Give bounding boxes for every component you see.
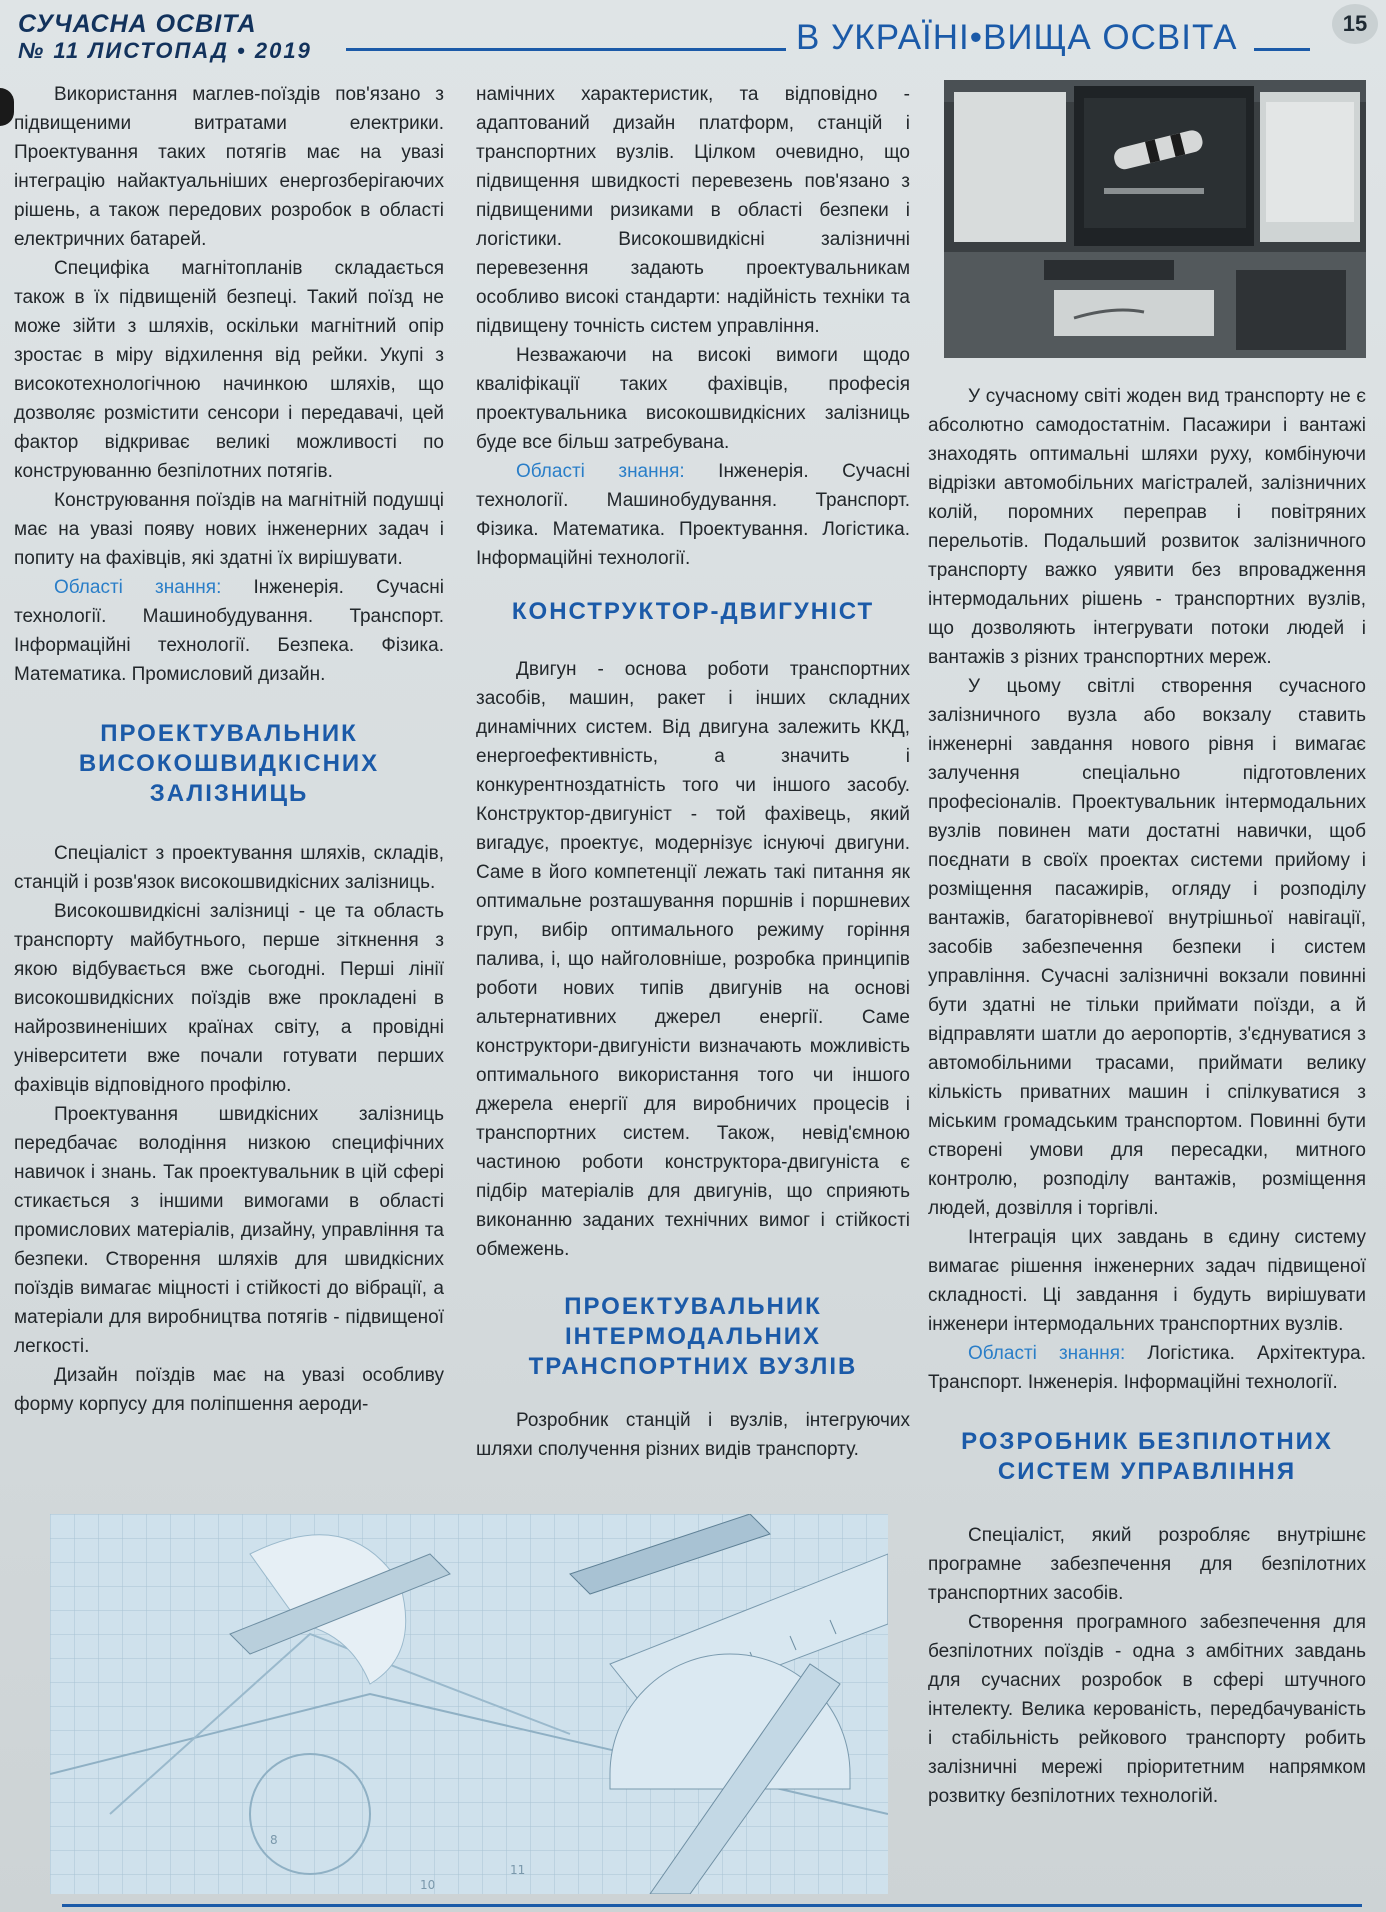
knowledge-areas-text: Логістика. Архітектура. Транспорт. Інженерія. Інформаційні технології. <box>928 1343 1366 1393</box>
section-heading: ПРОЕКТУВАЛЬНИК ІНТЕРМОДАЛЬНИХ ТРАНСПОРТНИХ ВУЗЛІВ <box>528 1293 858 1380</box>
paragraph: Специфіка магнітопланів складається також в їх підвищеній безпеці. Такий поїзд не може зійти з шляхів, оскільки магнітний опір зростає в міру відхилення від рейки. Укупі з високотехнологічною начинкою шляхів, що дозволяє розмістити сенсори і передавачі, цей фактор відкриває великі можливості по конструюванню безпілотних потягів. <box>14 258 444 482</box>
paragraph: Розробник станцій і вузлів, інтегруючих шляхи сполучення різних видів транспорту. <box>476 1410 910 1460</box>
header-rule-left <box>346 48 786 51</box>
knowledge-areas-label: Області знання: <box>968 1343 1126 1364</box>
page-edge-mark <box>0 88 14 126</box>
paragraph: намічних характеристик, та відповідно - адаптований дизайн платформ, станцій і транспортних вузлів. Цілком очевидно, що підвищення швидкості перевезень пов'язано з підвищеними ризиками в області безпеки і логістики. Високошвидкісні залізничні перевезення задають проектувальникам особливо високі стандарти: надійність техніки та підвищену точність систем управління. <box>476 84 910 337</box>
paragraph: Використання маглев-поїздів пов'язано з підвищеними витратами електрики. Проектування таких потягів має на увазі інтеграцію найактуальніших енергозберігаючих рішень, а також передових розробок в області електричних батарей. <box>14 84 444 250</box>
issue-date: № 11 ЛИСТОПАД • 2019 <box>18 38 312 63</box>
page-number: 15 <box>1332 4 1378 44</box>
workstation-photo <box>944 80 1366 358</box>
knowledge-areas <box>928 1339 1366 1397</box>
knowledge-areas-text: Інженерія. Сучасні технології. Машинобудування. Транспорт. Інформаційні технології. Безпека. Фізика. Математика. Промисловий дизайн. <box>14 577 444 685</box>
blueprint-illustration <box>50 1514 888 1894</box>
knowledge-areas-label: Області знання: <box>54 577 222 598</box>
paragraph: У цьому світлі створення сучасного залізничного вузла або вокзалу ставить інженерні завдання нового рівня і вимагає залучення спеціально підготовлених професіоналів. Проектувальник інтермодальних вузлів повинен мати достатні навички, щоб поєднати в своїх проектах системи прийому і розміщення пасажирів, огляду і розподілу вантажів, багаторівневої внутрішньої навігації, засобів забезпечення безпеки і систем управління. Сучасні залізничні вокзали повинні бути здатні не тільки приймати поїзди, а й відправляти шатли до аеропортів, з'єднуватися з автомобільними трасами, приймати велику кількість приватних машин і спілкуватися з міським громадським транспортом. Повинні бути створені умови для пересадки, митного контролю, розподілу вантажів, розміщення людей, дозвілля і торгівлі. <box>928 676 1366 1219</box>
column-3 <box>928 382 1366 1811</box>
paragraph: У сучасному світі жоден вид транспорту не є абсолютно самодостатнім. Пасажири і вантажі знаходять оптимальні шляхи руху, комбінуючи відрізки автомобільних магістралей, залізничних колій, поромних переправ і повітряних перельотів. Подальший розвиток залізничного транспорту важко уявити без впровадження інтермодальних рішень - транспортних вузлів, що дозволяють інтегрувати потоки людей і вантажів з різних транспортних мереж. <box>928 386 1366 668</box>
paragraph: Інтеграція цих завдань в єдину систему вимагає рішення інженерних задач підвищеної складності. Ці завдання і будуть вирішувати інженери інтермодальних транспортних вузлів. <box>928 1227 1366 1335</box>
paragraph: Дизайн поїздів має на увазі особливу форму корпусу для поліпшення аероди- <box>14 1365 444 1415</box>
section-heading: РОЗРОБНИК БЕЗПІЛОТНИХ СИСТЕМ УПРАВЛІННЯ <box>961 1428 1333 1485</box>
column-1 <box>14 80 444 1419</box>
section-heading: ПРОЕКТУВАЛЬНИК ВИСОКОШВИДКІСНИХ ЗАЛІЗНИЦЬ <box>78 720 380 807</box>
section-title: В УКРАЇНІ•ВИЩА ОСВІТА <box>796 18 1238 57</box>
paragraph: Незважаючи на високі вимоги щодо кваліфікації таких фахівців, професія проектувальника високошвидкісних залізниць буде все більш затребувана. <box>476 345 910 453</box>
paragraph: Двигун - основа роботи транспортних засобів, машин, ракет і інших складних динамічних систем. Від двигуна залежить ККД, енергоефективність, а значить і конкурентноздатність того чи іншого засобу. Конструктор-двигуніст - той фахівець, який вигадує, проектує, модернізує існуючі двигуни. Саме в його компетенції лежать такі питання як оптимальне розташування поршнів і поршневих груп, вибір оптимального режиму горіння палива, і, що найголовніше, розробка принципів роботи нових типів двигунів на основі альтернативних джерел енергії. Саме конструктори-двигуністи визначають можливість оптимального використання того чи іншого джерела енергії для виробничих процесів і транспортних систем. Також, невід'ємною частиною роботи конструктора-двигуніста є підбір матеріалів для двигунів, що сприяють виконанню заданих технічних вимог і стійкості обмежень. <box>476 659 910 1260</box>
paragraph: Конструювання поїздів на магнітній подушці має на увазі появу нових інженерних задач і попиту на фахівців, які здатні їх вирішувати. <box>14 490 444 569</box>
paragraph: Спеціаліст, який розробляє внутрішнє програмне забезпечення для безпілотних транспортних засобів. <box>928 1525 1366 1604</box>
knowledge-areas-text: Інженерія. Сучасні технології. Машинобудування. Транспорт. Фізика. Математика. Проектування. Логістика. Інформаційні технології. <box>476 461 910 569</box>
publication-masthead <box>18 10 312 64</box>
knowledge-areas <box>14 573 444 689</box>
column-2 <box>476 80 910 1464</box>
paragraph: Проектування швидкісних залізниць передбачає володіння низкою специфічних навичок і знань. Так проектувальник в цій сфері стикається з іншими вимогами в області промислових матеріалів, дизайну, управління та безпеки. Створення шляхів для швидкісних поїздів вимагає міцності і стійкості до вібрації, а матеріали для виробництва потягів - підвищеної легкості. <box>14 1104 444 1357</box>
publication-title: СУЧАСНА ОСВІТА <box>18 10 257 38</box>
svg-text:11: 11 <box>510 1863 526 1877</box>
paragraph: Створення програмного забезпечення для безпілотних поїздів - одна з амбітних завдань для сучасних розробок в сфері штучного інтелекту. Велика керованість, передбачуваність і стабільність рейкового транспорту робить залізничні мережі пріоритетним напрямком розвитку безпілотних технологій. <box>928 1612 1366 1807</box>
header-rule-right <box>1254 48 1310 51</box>
paragraph: Високошвидкісні залізниці - це та область транспорту майбутнього, перше зіткнення з якою відбувається вже сьогодні. Перші лінії високошвидкісних поїздів вже прокладені в найрозвиненіших країнах світу, а провідні університети вже почали готувати перших фахівців відповідного профілю. <box>14 901 444 1096</box>
knowledge-areas <box>476 457 910 573</box>
bottom-rule <box>62 1904 1362 1907</box>
section-heading: КОНСТРУКТОР-ДВИГУНІСТ <box>511 598 875 625</box>
svg-text:10: 10 <box>420 1878 436 1892</box>
paragraph: Спеціаліст з проектування шляхів, складів, станцій і розв'язок високошвидкісних залізниць. <box>14 843 444 893</box>
knowledge-areas-label: Області знання: <box>516 461 685 482</box>
svg-text:8: 8 <box>270 1833 278 1847</box>
